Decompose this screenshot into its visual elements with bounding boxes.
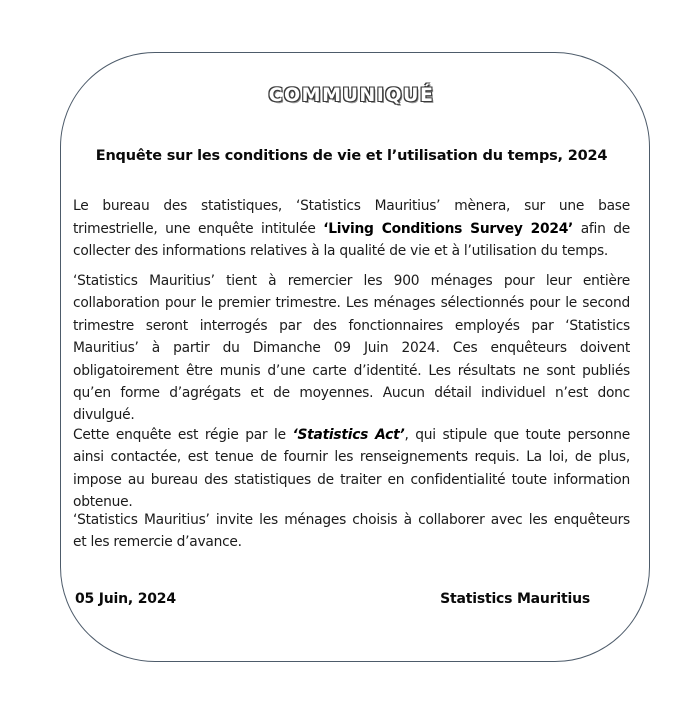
emphasized-text-run: ‘Statistics Act’ — [292, 427, 405, 443]
paragraph-line — [73, 509, 630, 531]
text-run: afin de — [573, 220, 630, 237]
paragraph-invitation — [73, 509, 630, 553]
text-run: collaboration pour le premier trimestre. Les ménages sélectionnés pour le second — [73, 295, 630, 312]
paragraph-line — [73, 218, 630, 241]
text-run: divulgué. — [73, 407, 135, 424]
paragraph-line — [73, 382, 630, 404]
text-run: Cette enquête est régie par le — [73, 427, 293, 443]
document-title: Enquête sur les conditions de vie et l’utilisation du temps, 2024 — [95, 148, 608, 164]
paragraph-line — [73, 315, 630, 337]
paragraph-line — [73, 531, 630, 553]
text-run: collecter des informations relatives à la qualité de vie et à l’utilisation du temps. — [73, 243, 609, 259]
text-run: trimestrielle, une enquête intitulée — [73, 220, 324, 237]
footer-signature: Statistics Mauritius — [440, 591, 590, 607]
text-run: , qui stipule que toute personne — [404, 427, 630, 443]
paragraph-line — [73, 424, 630, 446]
text-run: qu’en forme d’agrégats et de moyennes. Aucun détail individuel n’est donc — [73, 385, 630, 402]
paragraph-line — [73, 469, 630, 491]
communique-header: COMMUNIQUÉ — [268, 84, 435, 106]
paragraph-line — [73, 360, 630, 382]
text-run: ‘Statistics Mauritius’ invite les ménages choisis à collaborer avec les enquêteurs — [73, 512, 630, 528]
footer-date: 05 Juin, 2024 — [75, 591, 176, 607]
paragraph-line — [73, 337, 630, 359]
paragraph-line — [73, 240, 630, 263]
document-footer — [75, 591, 630, 607]
text-run: Mauritius’ à partir du Dimanche 09 Juin 2024. Ces enquêteurs doivent — [73, 340, 630, 357]
text-run: obligatoirement être munis d’une carte d’identité. Les résultats ne sont publiés — [73, 362, 630, 379]
paragraph-line — [73, 195, 630, 218]
text-run: obtenue. — [73, 493, 133, 510]
paragraph-intro — [73, 195, 630, 263]
paragraph-line — [73, 446, 630, 468]
text-run: ainsi contactée, est tenue de fournir les renseignements requis. La loi, de plus, — [73, 449, 630, 466]
paragraph-line — [73, 270, 630, 292]
text-run: trimestre seront interrogés par des fonctionnaires employés par ‘Statistics — [73, 317, 630, 334]
paragraph-households — [73, 270, 630, 427]
text-run: Le bureau des statistiques, ‘Statistics Mauritius’ mènera, sur une base — [73, 198, 630, 214]
paragraph-line — [73, 292, 630, 314]
text-run: et les remercie d’avance. — [73, 534, 242, 550]
text-run: impose au bureau des statistiques de traiter en confidentialité toute information — [73, 471, 630, 488]
text-run: ‘Statistics Mauritius’ tient à remercier les 900 ménages pour leur entière — [73, 273, 630, 289]
emphasized-text-run: ‘Living Conditions Survey 2024’ — [323, 220, 574, 237]
paragraph-statistics-act — [73, 424, 630, 513]
